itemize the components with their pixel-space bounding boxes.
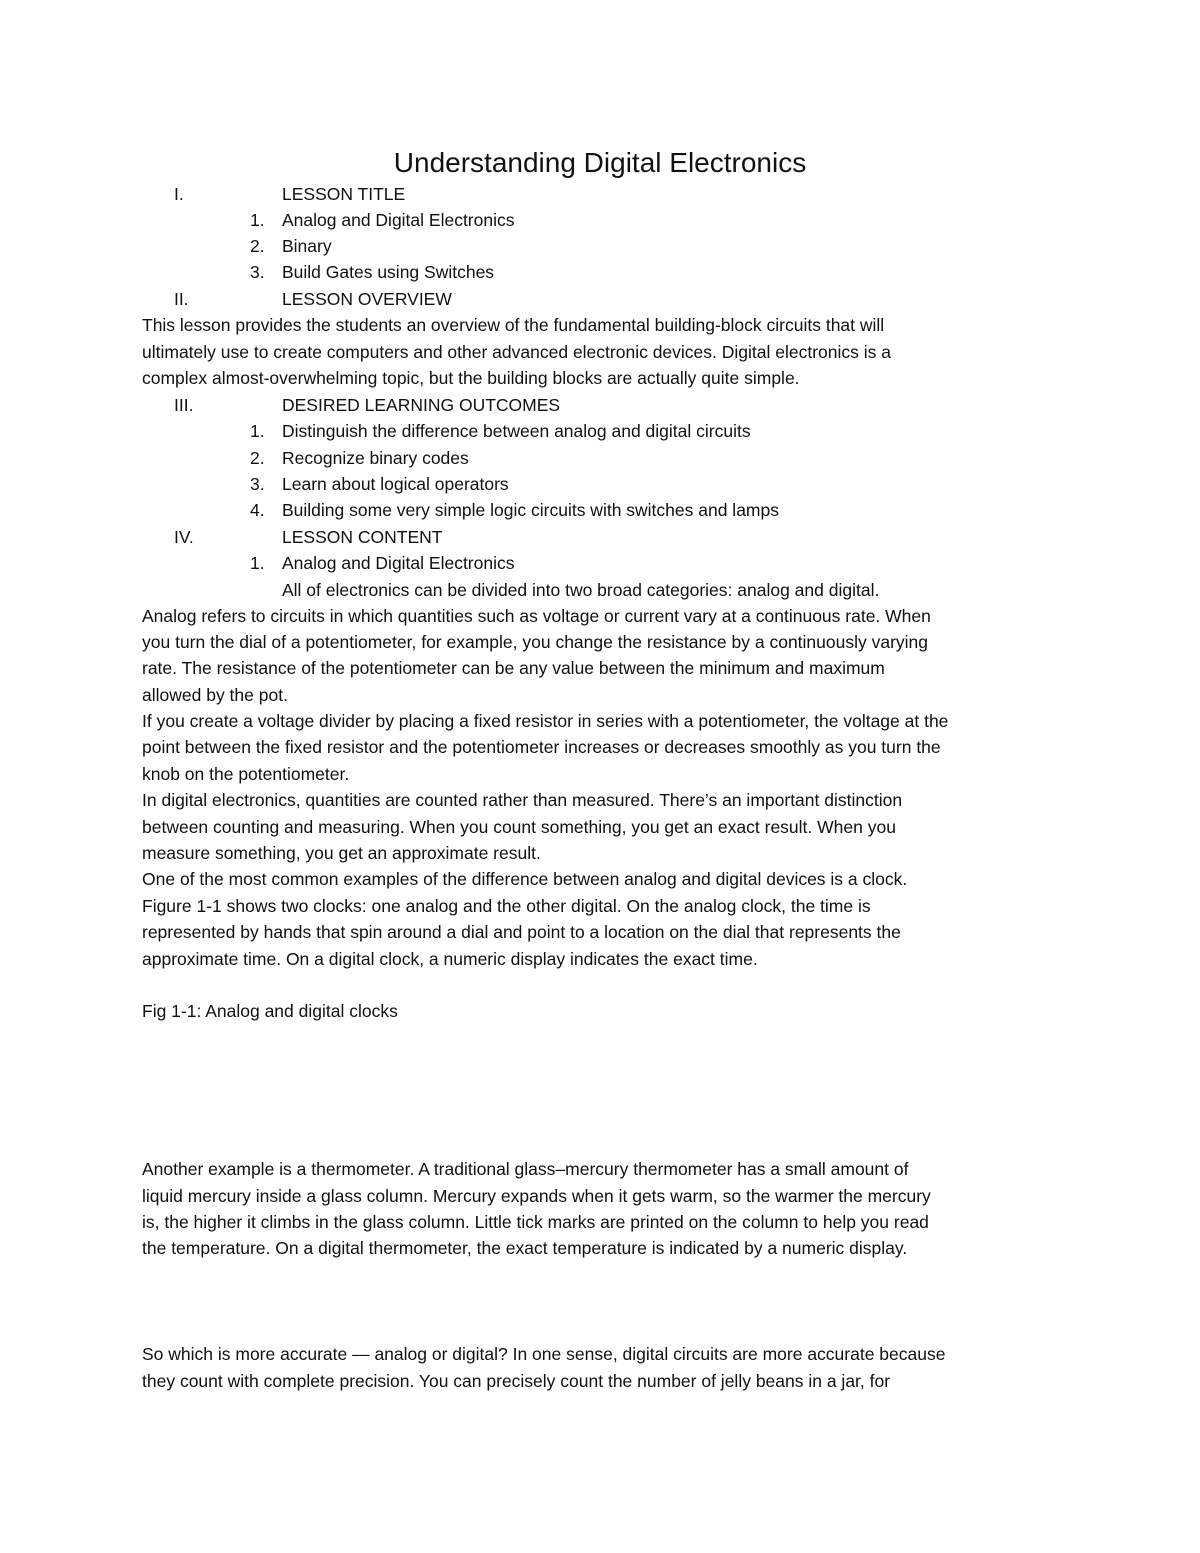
paragraph-line: point between the fixed resistor and the potentiometer increases or decreases smoothly as you turn the — [142, 737, 941, 757]
paragraph-line: is, the higher it climbs in the glass column. Little tick marks are printed on the column to help you read — [142, 1212, 929, 1232]
list-item: Learn about logical operators — [282, 474, 509, 494]
section-heading: LESSON CONTENT — [282, 527, 443, 547]
paragraph-line: liquid mercury inside a glass column. Mercury expands when it gets warm, so the warmer the mercury — [142, 1186, 931, 1206]
paragraph-line: rate. The resistance of the potentiometer can be any value between the minimum and maximum — [142, 658, 885, 678]
section-numeral: III. — [174, 395, 194, 415]
paragraph-line: Analog refers to circuits in which quantities such as voltage or current vary at a continuous rate. When — [142, 606, 931, 626]
paragraph-line: measure something, you get an approximate result. — [142, 843, 541, 863]
list-number: 1. — [250, 553, 265, 573]
figure-caption: Fig 1-1: Analog and digital clocks — [142, 1001, 398, 1021]
section-numeral: II. — [174, 289, 189, 309]
paragraph-line: In digital electronics, quantities are counted rather than measured. There’s an important distinction — [142, 790, 903, 810]
list-item: Building some very simple logic circuits with switches and lamps — [282, 500, 779, 520]
paragraph-line: approximate time. On a digital clock, a numeric display indicates the exact time. — [142, 949, 758, 969]
paragraph-line: Figure 1-1 shows two clocks: one analog and the other digital. On the analog clock, the time is — [142, 896, 871, 916]
list-number: 4. — [250, 500, 265, 520]
paragraph-line: complex almost-overwhelming topic, but the building blocks are actually quite simple. — [142, 368, 800, 388]
paragraph-line: they count with complete precision. You can precisely count the number of jelly beans in a jar, for — [142, 1371, 891, 1391]
section-numeral: IV. — [174, 527, 194, 547]
paragraph-line: knob on the potentiometer. — [142, 764, 350, 784]
paragraph-line: This lesson provides the students an overview of the fundamental building-block circuits that will — [142, 315, 885, 335]
list-number: 1. — [250, 421, 265, 441]
paragraph-line: the temperature. On a digital thermometer, the exact temperature is indicated by a numeric display. — [142, 1238, 908, 1258]
paragraph-line: Another example is a thermometer. A traditional glass–mercury thermometer has a small amount of — [142, 1159, 909, 1179]
paragraph-line: All of electronics can be divided into two broad categories: analog and digital. — [282, 580, 880, 600]
list-number: 2. — [250, 236, 265, 256]
document-title: Understanding Digital Electronics — [393, 147, 807, 178]
list-item: Distinguish the difference between analog and digital circuits — [282, 421, 751, 441]
list-number: 2. — [250, 448, 265, 468]
list-number: 3. — [250, 474, 265, 494]
section-numeral: I. — [174, 184, 184, 204]
section-heading: DESIRED LEARNING OUTCOMES — [282, 395, 561, 415]
paragraph-line: ultimately use to create computers and other advanced electronic devices. Digital electronics is a — [142, 342, 891, 362]
paragraph-line: allowed by the pot. — [142, 685, 288, 705]
paragraph-line: between counting and measuring. When you count something, you get an exact result. When you — [142, 817, 896, 837]
paragraph-line: If you create a voltage divider by placing a fixed resistor in series with a potentiometer, the voltage at the — [142, 711, 949, 731]
paragraph-line: you turn the dial of a potentiometer, for example, you change the resistance by a continuously varying — [142, 632, 929, 652]
section-heading: LESSON TITLE — [282, 184, 406, 204]
list-item: Analog and Digital Electronics — [282, 210, 515, 230]
list-item: Build Gates using Switches — [282, 262, 495, 282]
paragraph-line: represented by hands that spin around a dial and point to a location on the dial that represents the — [142, 922, 901, 942]
list-number: 3. — [250, 262, 265, 282]
list-item: Analog and Digital Electronics — [282, 553, 515, 573]
section-heading: LESSON OVERVIEW — [282, 289, 452, 309]
list-item: Binary — [282, 236, 332, 256]
paragraph-line: One of the most common examples of the difference between analog and digital devices is a clock. — [142, 869, 908, 889]
list-number: 1. — [250, 210, 265, 230]
paragraph-line: So which is more accurate — analog or digital? In one sense, digital circuits are more accurate because — [142, 1344, 946, 1364]
list-item: Recognize binary codes — [282, 448, 469, 468]
